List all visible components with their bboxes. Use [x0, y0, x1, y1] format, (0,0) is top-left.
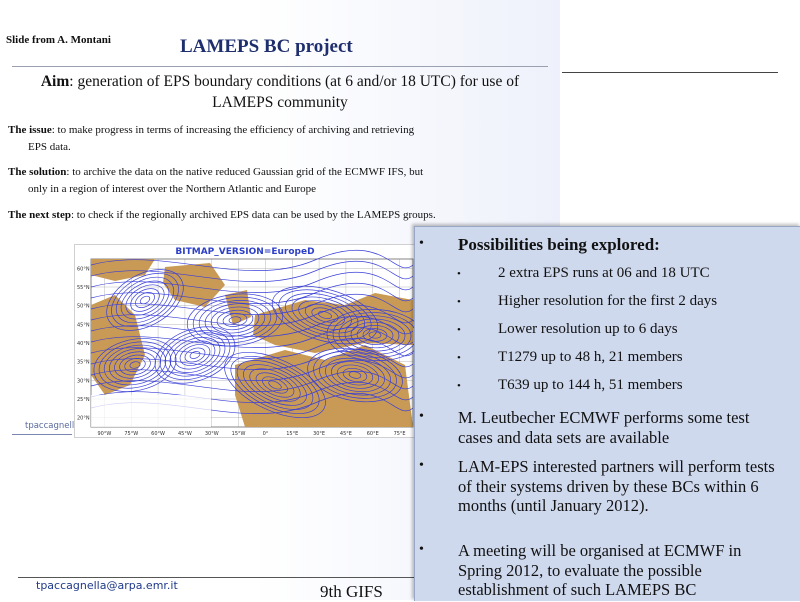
map-lon-label: 75°E	[393, 431, 406, 437]
map-lat-labels	[77, 266, 90, 421]
solution-text-cont: only in a region of interest over the Northern Atlantic and Europe	[28, 183, 317, 195]
eps-domain-map	[74, 244, 416, 438]
map-lat-label: 45°N	[77, 322, 90, 329]
solution-paragraph	[8, 164, 552, 198]
map-graphic	[75, 245, 415, 437]
solution-lead: The solution	[8, 166, 67, 178]
overlay-sub-text: Lower resolution up to 6 days	[498, 321, 678, 337]
bullet-icon: •	[419, 542, 424, 557]
nextstep-paragraph	[8, 207, 552, 224]
ocean-mask	[91, 395, 211, 427]
map-lat-label: 40°N	[77, 341, 90, 347]
overlay-heading: Possibilities being explored:	[458, 235, 660, 254]
map-lon-label: 90°W	[97, 431, 112, 437]
map-lon-label: 15°E	[286, 431, 299, 437]
nextstep-text: : to check if the regionally archived EPS data can be used by the LAMEPS groups.	[70, 209, 436, 221]
map-lon-label: 75°W	[124, 431, 139, 437]
aim-lead: Aim	[40, 73, 70, 90]
issue-paragraph	[8, 122, 552, 156]
overlay-item-text: A meeting will be organised at ECMWF in Spring 2012, to evaluate the possible establishment of such LAMEPS BC	[458, 541, 742, 599]
map-lat-label: 35°N	[77, 359, 90, 366]
overlay-sub-item	[415, 293, 800, 315]
nextstep-lead: The next step	[8, 209, 71, 221]
map-lat-label: 55°N	[77, 285, 90, 291]
right-divider	[562, 72, 778, 73]
sub-bullet-icon: •	[457, 380, 461, 392]
issue-text: : to make progress in terms of increasing the efficiency of archiving and retrieving	[51, 124, 415, 136]
map-lon-label: 60°W	[151, 431, 165, 437]
sub-bullet-icon: •	[457, 352, 461, 364]
map-lon-labels	[98, 431, 406, 437]
overlay-sub-item	[415, 265, 800, 287]
map-lat-label: 30°N	[77, 378, 90, 385]
overlay-heading-item	[415, 235, 800, 259]
bullet-icon: •	[419, 458, 424, 473]
footer-divider	[18, 577, 418, 578]
bullet-icon: •	[419, 236, 424, 251]
map-lon-label: 30°W	[204, 431, 219, 437]
aim-text: : generation of EPS boundary conditions (at 6 and/or 18 UTC) for use of LAMEPS community	[69, 73, 520, 111]
overlay-sub-text: Higher resolution for the first 2 days	[498, 293, 718, 309]
title-divider	[12, 66, 548, 67]
overlay-item	[415, 541, 800, 601]
slide-credit: Slide from A. Montani	[6, 34, 111, 46]
sub-bullet-icon: •	[457, 268, 461, 280]
map-lon-label: 45°W	[178, 431, 192, 437]
map-lat-label: 60°N	[77, 266, 90, 273]
bullet-icon: •	[419, 409, 424, 424]
overlay-panel	[414, 226, 800, 601]
sub-bullet-icon: •	[457, 324, 461, 336]
overlay-item-text: LAM-EPS interested partners will perform tests of their systems driven by these BCs within 6 months (until January 2012).	[458, 457, 775, 515]
map-lon-label: 60°E	[366, 431, 379, 437]
overlay-item	[415, 457, 800, 539]
map-lon-label: 15°W	[231, 431, 246, 437]
issue-text-cont: EPS data.	[28, 141, 71, 153]
overlay-sub-text: T639 up to 144 h, 51 members	[498, 377, 683, 393]
overlay-sub-text: T1279 up to 48 h, 21 members	[498, 349, 683, 365]
map-lat-label: 25°N	[77, 397, 90, 403]
map-lon-label: 0°	[262, 431, 269, 437]
overlay-sub-item	[415, 349, 800, 371]
overlay-item	[415, 408, 800, 450]
overlay-item-text: M. Leutbecher ECMWF performs some test cases and data sets are available	[458, 408, 750, 447]
overlay-sub-item	[415, 377, 800, 399]
map-lat-label: 50°N	[77, 303, 90, 310]
map-lon-label: 45°E	[339, 431, 352, 437]
map-lon-label: 30°E	[313, 431, 326, 437]
map-lat-label: 20°N	[77, 415, 90, 422]
author-tag: tpaccagnell	[25, 421, 75, 431]
footer-event: 9th GIFS	[320, 582, 383, 601]
footer-email: tpaccagnella@arpa.emr.it	[36, 579, 178, 592]
overlay-sub-item	[415, 321, 800, 343]
issue-lead: The issue	[8, 124, 52, 136]
aim-paragraph	[12, 71, 548, 113]
sub-bullet-icon: •	[457, 296, 461, 308]
slide-title: LAMEPS BC project	[180, 36, 353, 57]
solution-text: : to archive the data on the native reduced Gaussian grid of the ECMWF IFS, but	[66, 166, 424, 178]
overlay-sub-text: 2 extra EPS runs at 06 and 18 UTC	[498, 265, 710, 281]
author-tag-rule	[12, 434, 72, 435]
map-title: BITMAP_VERSION=EuropeD	[175, 247, 315, 257]
